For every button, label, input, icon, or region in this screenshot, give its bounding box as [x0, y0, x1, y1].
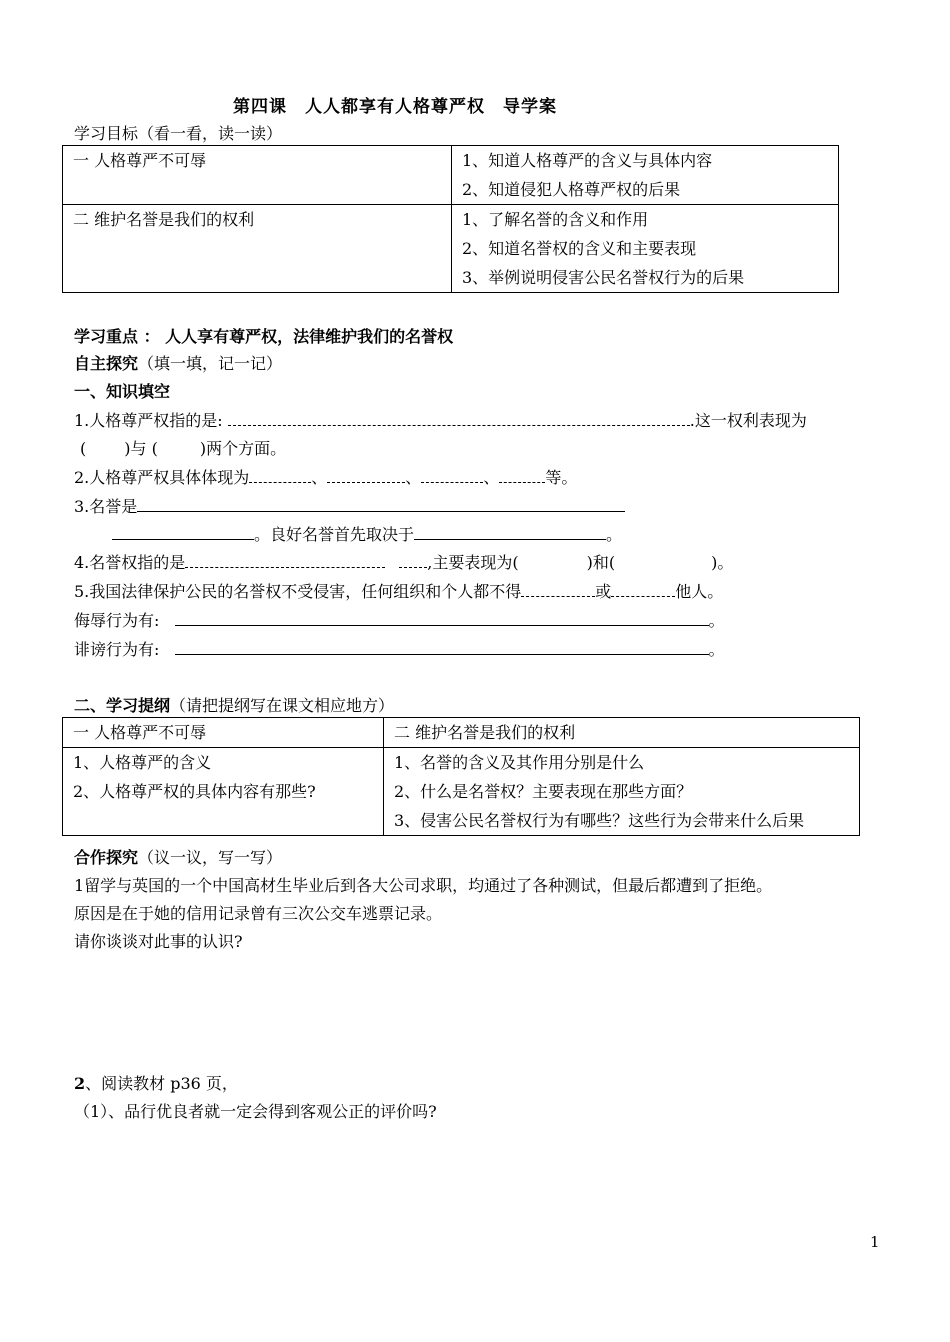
blank-field[interactable]: [521, 580, 595, 597]
coop-paragraph-2: 原因是在于她的信用记录曾有三次公交车逃票记录。: [74, 904, 443, 923]
answer-field[interactable]: [175, 638, 709, 655]
blank-field[interactable]: [399, 551, 427, 568]
table-row: [63, 718, 860, 748]
outline-col1-header: 一 人格尊严不可辱: [63, 718, 384, 748]
coop-heading: 合作探究（议一议，写一写）: [74, 848, 283, 867]
blank-field[interactable]: [228, 409, 690, 426]
goals-heading: 学习目标（看一看，读一读）: [74, 124, 283, 143]
coop-item-2: 2、阅读教材 p36 页，: [74, 1074, 238, 1093]
question-3-cont: 。良好名誉首先取决于 。: [112, 522, 622, 545]
goal-items-1: 1、知道人格尊严的含义与具体内容 2、知道侵犯人格尊严权的后果: [452, 146, 839, 205]
slander-line: 诽谤行为有: 。: [74, 640, 725, 659]
section-1-heading: 一、知识填空: [74, 382, 171, 401]
blank-field[interactable]: [112, 523, 254, 540]
goal-items-2: 1、了解名誉的含义和作用 2、知道名誉权的含义和主要表现 3、举例说明侵害公民名誉权行为的后果: [452, 205, 839, 293]
coop-question-2: （1）、品行优良者就一定会得到客观公正的评价吗?: [74, 1102, 437, 1121]
table-row: [63, 146, 839, 205]
table-row: [63, 205, 839, 293]
answer-field[interactable]: [175, 609, 709, 626]
page-number: 1: [870, 1233, 880, 1251]
question-1: 1.人格尊严权指的是: .这一权利表现为: [74, 411, 807, 430]
blank-field[interactable]: [185, 551, 385, 568]
outline-col2-header: 二 维护名誉是我们的权利: [384, 718, 860, 748]
blank-field[interactable]: [611, 580, 675, 597]
coop-question-1: 请你谈谈对此事的认识?: [74, 932, 243, 951]
insult-line: 侮辱行为有: 。: [74, 611, 725, 630]
goals-table: [62, 145, 839, 293]
blank-field[interactable]: [421, 466, 483, 483]
self-study-heading: 自主探究（填一填，记一记）: [74, 354, 283, 373]
learning-focus: 学习重点 ： 人人享有尊严权，法律维护我们的名誉权: [74, 327, 454, 346]
question-1-cont: ( )与 ( )两个方面。: [80, 439, 287, 458]
question-4: 4.名誉权指的是 ,主要表现为( )和( )。: [74, 553, 734, 572]
blank-field[interactable]: [414, 523, 606, 540]
blank-field[interactable]: [499, 466, 545, 483]
goal-topic-2: 二 维护名誉是我们的权利: [63, 205, 452, 293]
coop-paragraph-1: 1留学与英国的一个中国高材生毕业后到各大公司求职，均通过了各种测试，但最后都遭到了拒绝。: [74, 876, 773, 895]
table-row: [63, 748, 860, 836]
blank-field[interactable]: [137, 495, 625, 512]
question-5: 5.我国法律保护公民的名誉权不受侵害，任何组织和个人都不得 或 他人。: [74, 582, 724, 601]
question-2: 2.人格尊严权具体体现为 、 、 、 等。: [74, 468, 578, 487]
question-3: 3.名誉是: [74, 494, 625, 517]
goal-topic-1: 一 人格尊严不可辱: [63, 146, 452, 205]
outline-col2-items: 1、名誉的含义及其作用分别是什么 2、什么是名誉权？主要表现在那些方面？ 3、侵害公民名誉权行为有哪些？这些行为会带来什么后果: [384, 748, 860, 836]
page-title: 第四课 人人都享有人格尊严权 导学案: [233, 97, 557, 117]
outline-heading: 二、学习提纲（请把提纲写在课文相应地方）: [74, 696, 395, 715]
blank-field[interactable]: [327, 466, 405, 483]
blank-field[interactable]: [249, 466, 311, 483]
outline-col1-items: 1、人格尊严的含义 2、人格尊严权的具体内容有那些?: [63, 748, 384, 836]
outline-table: [62, 717, 860, 836]
